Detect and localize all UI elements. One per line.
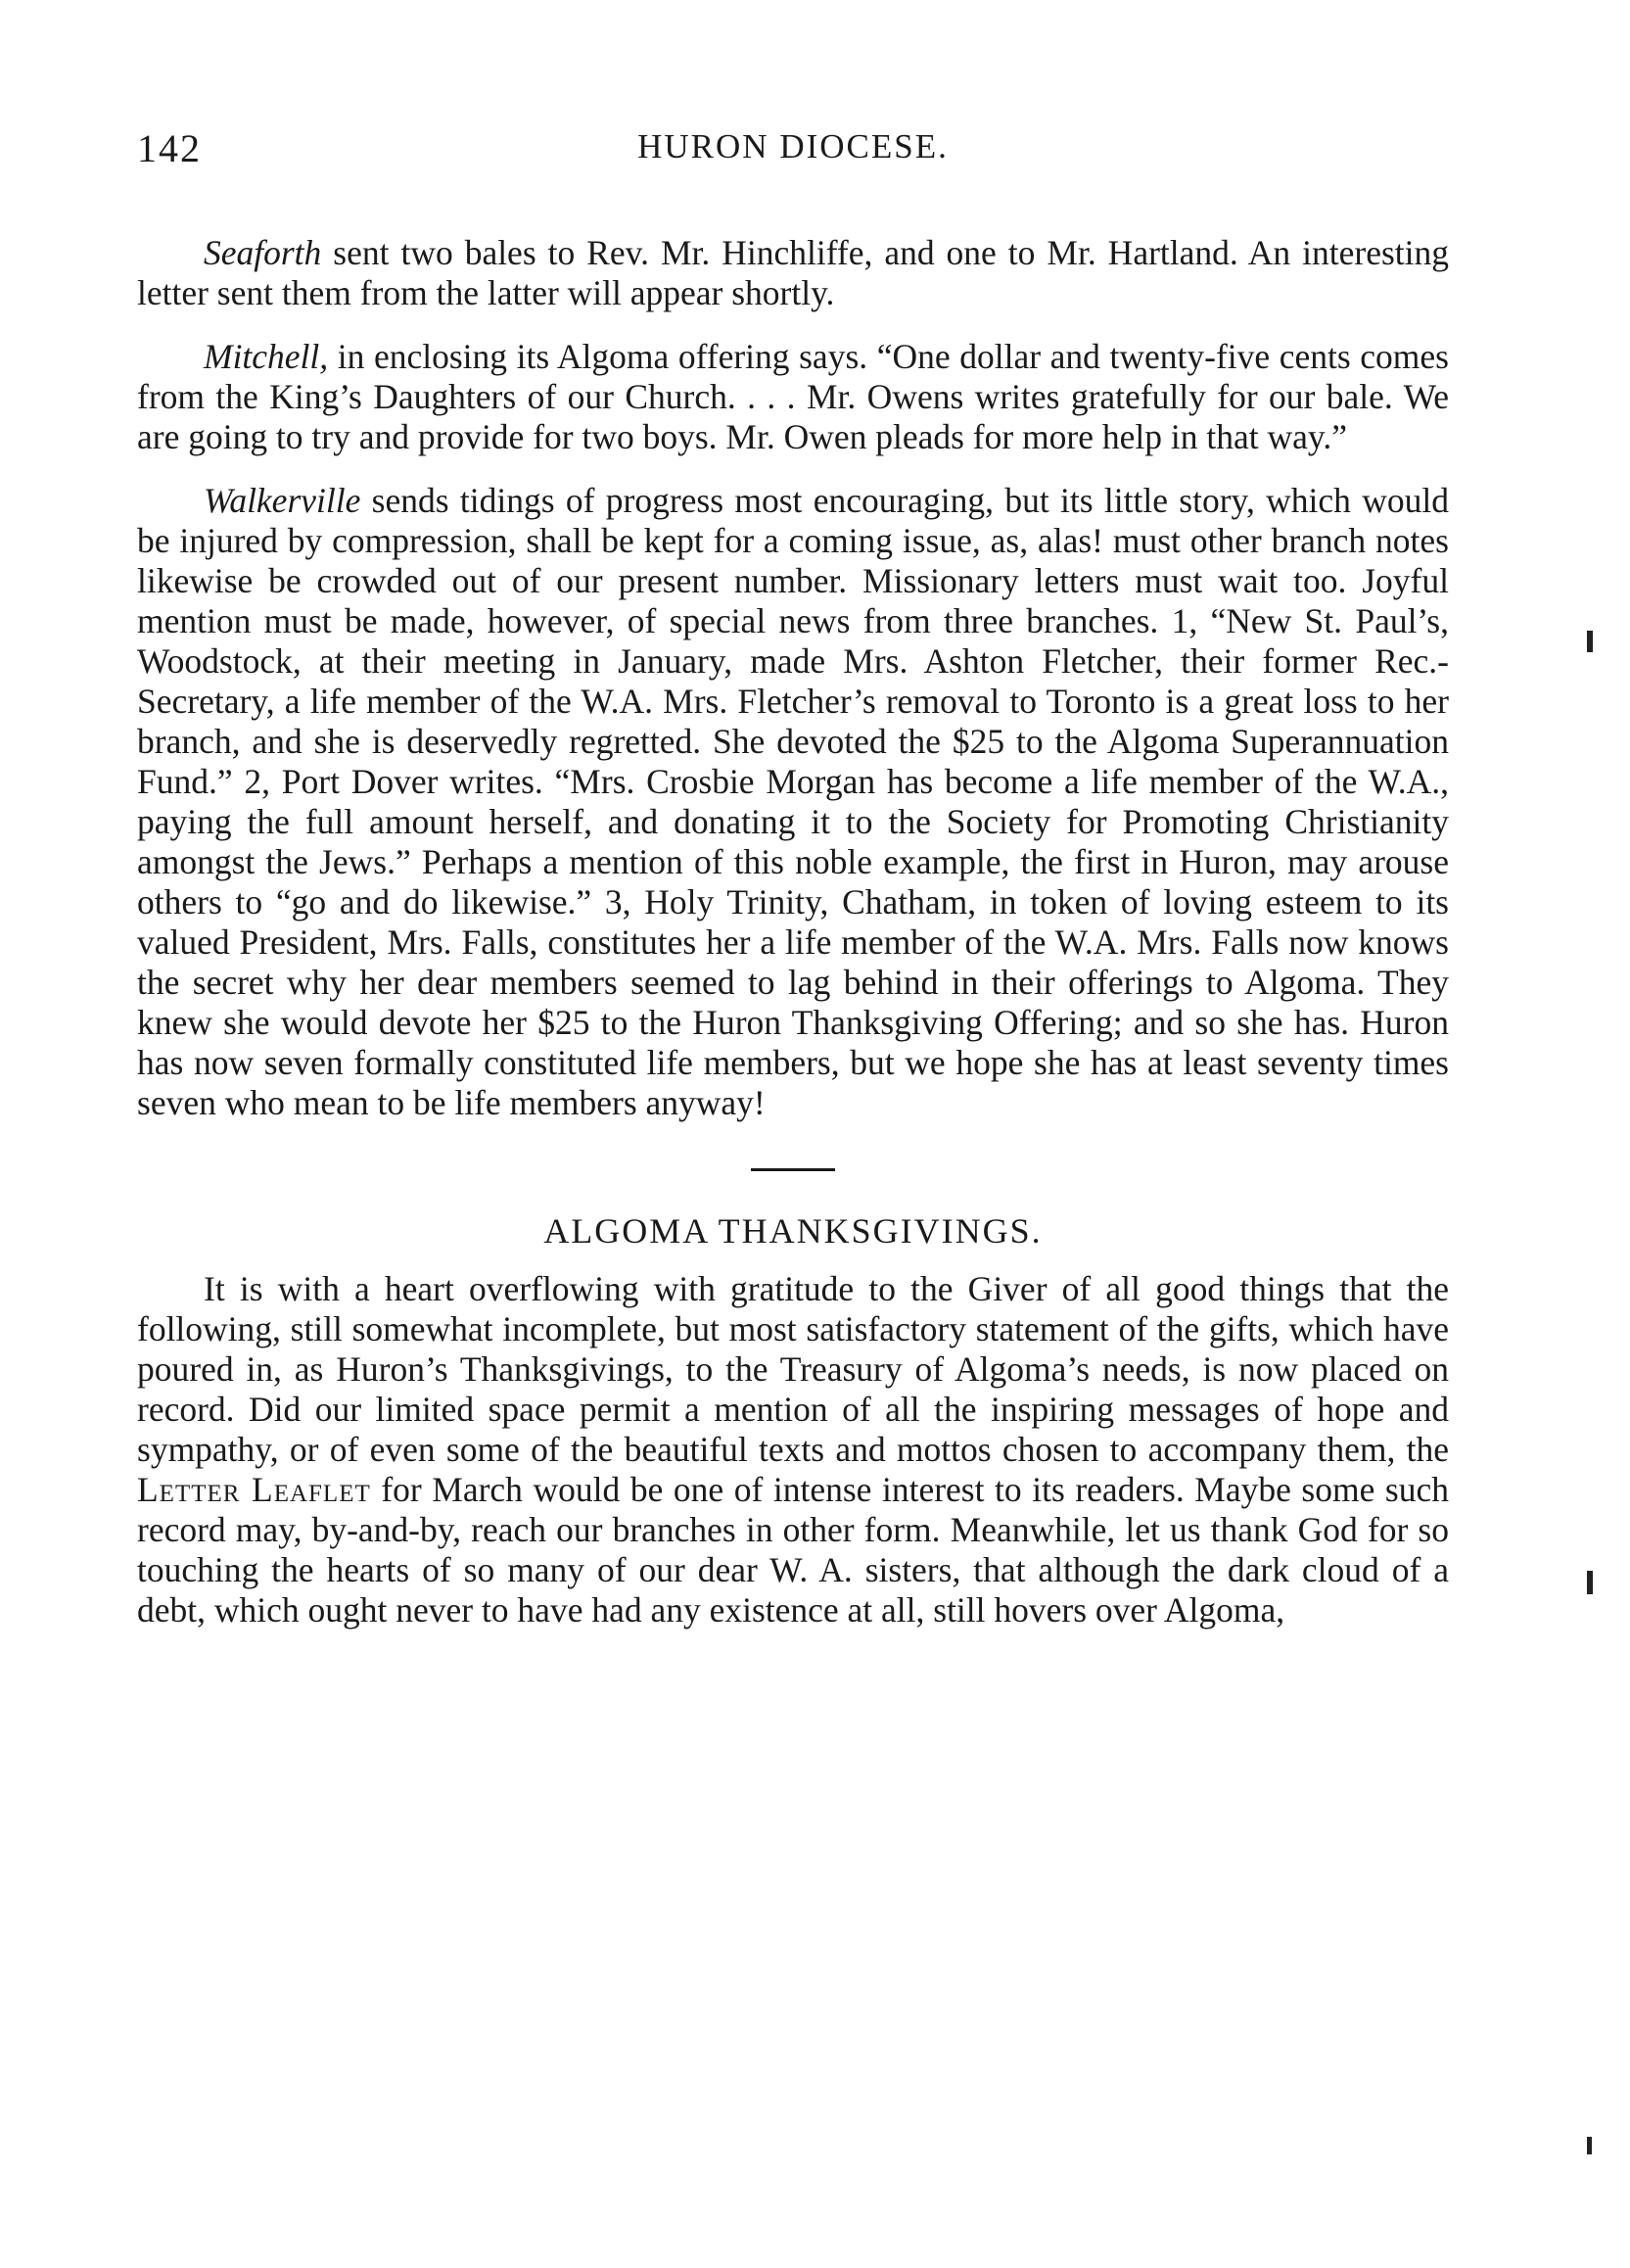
paragraph-text: sends tidings of progress most encouraging, but its little story, which would be injured by compression, shall be kept for a coming issue, as, alas! must other branch notes likewise be crowded out of our present number. Missionary letters must wait too. Joyful mention must be made, however, of special news from three branches. 1, “New St. Paul’s, Woodstock, at their meeting in January, made Mrs. Ashton Fletcher, their former Rec.-Secretary, a life member of the W.A. Mrs. Fletcher’s removal to Toronto is a great loss to her branch, and she is deservedly regretted. She devoted the $25 to the Algoma Superannuation Fund.” 2, Port Dover writes. “Mrs. Crosbie Morgan has become a life member of the W.A., paying the full amount herself, and donating it to the Society for Promoting Christianity amongst the Jews.” Perhaps a mention of this noble example, the first in Huron, may arouse others to “go and do likewise.” 3, Holy Trinity, Chatham, in token of loving esteem to its valued President, Mrs. Falls, constitutes her a life member of the W.A. Mrs. Falls now knows the secret why her dear members seemed to lag behind in their offerings to Algoma. They knew she would devote her $25 to the Huron Thanksgiving Offering; and so she has. Huron has now seven formally constituted life members, but we hope she has at least seventy times seven who mean to be life members anyway!	[137, 481, 1449, 1122]
paragraph-walkerville	[137, 481, 1449, 1123]
section-divider	[751, 1168, 835, 1171]
running-head	[137, 125, 1449, 174]
paragraph-text: in enclosing its Algoma offering says. “One dollar and twenty-five cents comes from the King’s Daughters of our Church. . . . Mr. Owens writes gratefully for our bale. We are going to try and provide for two boys. Mr. Owen pleads for more help in that way.”	[137, 337, 1449, 456]
paragraph-text: for March would be one of intense interest to its readers. Maybe some such record may, by-and-by, reach our branches in other form. Meanwhile, let us thank God for so touching the hearts of so many of our dear W. A. sisters, that although the dark cloud of a debt, which ought never to have had any existence at all, still hovers over Algoma,	[137, 1470, 1450, 1630]
paragraph-mitchell	[137, 337, 1449, 457]
paragraph-lead: Seaforth	[204, 233, 322, 272]
paragraph-text: It is with a heart overflowing with gratitude to the Giver of all good things that the following, still somewhat incomplete, but most satisfactory statement of the gifts, which have poured in, as Huron’s Thanksgivings, to the Treasury of Algoma’s needs, is now placed on record. Did our limited space permit a mention of all the inspiring messages of hope and sympathy, or of even some of the beautiful texts and mottos chosen to accompany them, the	[137, 1269, 1449, 1469]
paragraph-algoma-thanksgivings	[137, 1269, 1449, 1630]
small-caps-title: Letter Leaflet	[137, 1470, 371, 1509]
body-text	[137, 233, 1449, 1654]
paragraph-text: sent two bales to Rev. Mr. Hinchliffe, and one to Mr. Hartland. An interesting letter sent them from the latter will appear shortly.	[137, 233, 1449, 312]
paragraph-seaforth	[137, 233, 1449, 313]
section-heading: ALGOMA THANKSGIVINGS.	[543, 1211, 1043, 1251]
running-title: HURON DIOCESE.	[637, 127, 949, 165]
margin-mark	[1587, 1571, 1593, 1594]
margin-mark	[1587, 631, 1593, 652]
page-number: 142	[137, 126, 202, 170]
paragraph-lead: Mitchell,	[204, 337, 329, 376]
paragraph-lead: Walkerville	[204, 481, 361, 520]
margin-mark	[1587, 2137, 1592, 2154]
